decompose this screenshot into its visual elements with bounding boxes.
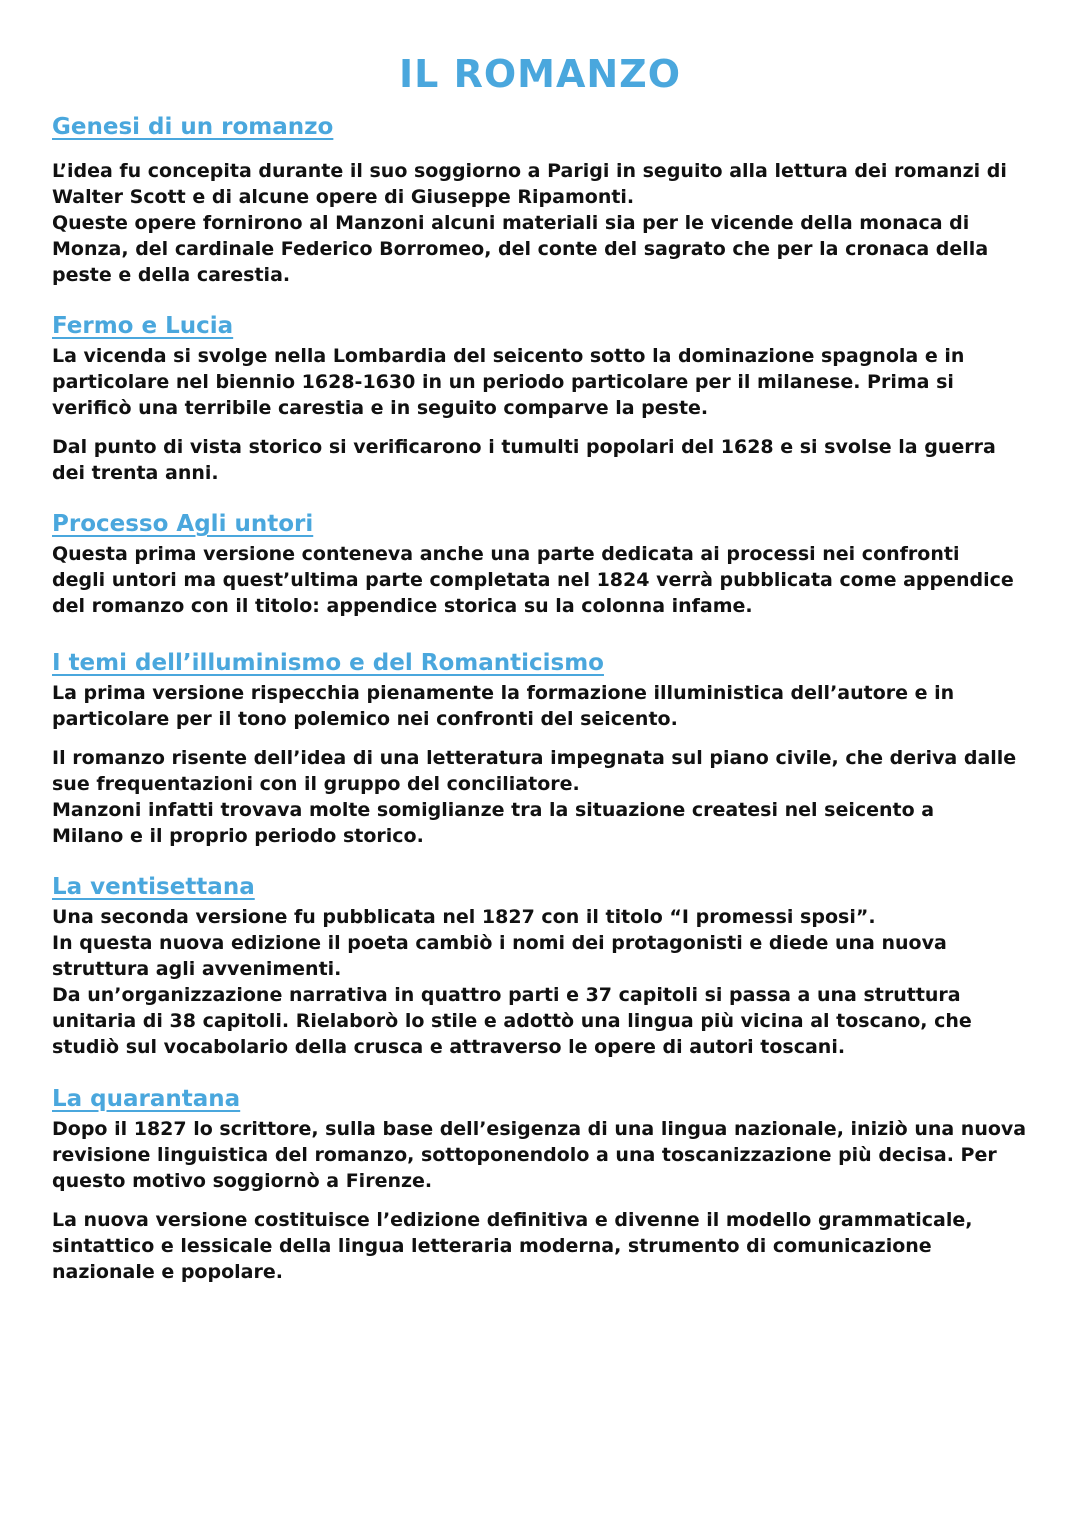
section-paragraph: L’idea fu concepita durante il suo soggiorno a Parigi in seguito alla lettura dei romanzi di Walter Scott e di alcune opere di Giuseppe Ripamonti. Queste opere fornirono al Manzoni alcuni materiali sia per le vicende della monaca di Monza, del cardinale Federico Borromeo, del conte del sagrato che per la cronaca della peste e della carestia.	[52, 160, 1007, 286]
section-paragraph: La vicenda si svolge nella Lombardia del seicento sotto la dominazione spagnola e in particolare nel biennio 1628-1630 in un periodo particolare per il milanese. Prima si verificò una terribile carestia e in seguito comparve la peste.	[52, 345, 965, 419]
section-paragraph: Il romanzo risente dell’idea di una letteratura impegnata sul piano civile, che deriva dalle sue frequentazioni con il gruppo del conciliatore. Manzoni infatti trovava molte somiglianze tra la situazione createsi nel seicento a Milano e il proprio periodo storico.	[52, 747, 1017, 847]
section-heading-ventisettana: La ventisettana	[52, 874, 255, 900]
section-paragraph: Dopo il 1827 lo scrittore, sulla base dell’esigenza di una lingua nazionale, iniziò una nuova revisione linguistica del romanzo, sottoponendolo a una toscanizzazione più decisa. Per questo motivo soggiornò a Firenze.	[52, 1118, 1027, 1192]
section-paragraph: La prima versione rispecchia pienamente la formazione illuministica dell’autore e in particolare per il tono polemico nei confronti del seicento.	[52, 682, 955, 730]
section-paragraph: Questa prima versione conteneva anche una parte dedicata ai processi nei confronti degli untori ma quest’ultima parte completata nel 1824 verrà pubblicata come appendice del romanzo con il titolo: appendice storica su la colonna infame.	[52, 543, 1014, 617]
section-paragraph: Dal punto di vista storico si verificarono i tumulti popolari del 1628 e si svolse la guerra dei trenta anni.	[52, 436, 996, 484]
section-heading-illuminismo-romanticismo: I temi dell’illuminismo e del Romanticismo	[52, 650, 604, 676]
section-paragraph: Una seconda versione fu pubblicata nel 1827 con il titolo “I promessi sposi”. In questa nuova edizione il poeta cambiò i nomi dei protagonisti e diede una nuova struttura agli avvenimenti. Da un’organizzazione narrativa in quattro parti e 37 capitoli si passa a una struttura unitaria di 38 capitoli. Rielaborò lo stile e adottò una lingua più vicina al toscano, che studiò sul vocabolario della crusca e attraverso le opere di autori toscani.	[52, 906, 972, 1058]
section-heading-fermo-e-lucia: Fermo e Lucia	[52, 313, 234, 339]
page-title: IL ROMANZO	[398, 52, 682, 96]
section-heading-quarantana: La quarantana	[52, 1086, 241, 1112]
section-heading-processo-agli-untori: Processo Agli untori	[52, 511, 314, 537]
section-heading-genesi: Genesi di un romanzo	[52, 114, 334, 140]
section-paragraph: La nuova versione costituisce l’edizione definitiva e divenne il modello grammaticale, sintattico e lessicale della lingua letteraria moderna, strumento di comunicazione nazionale e popolare.	[52, 1209, 973, 1283]
